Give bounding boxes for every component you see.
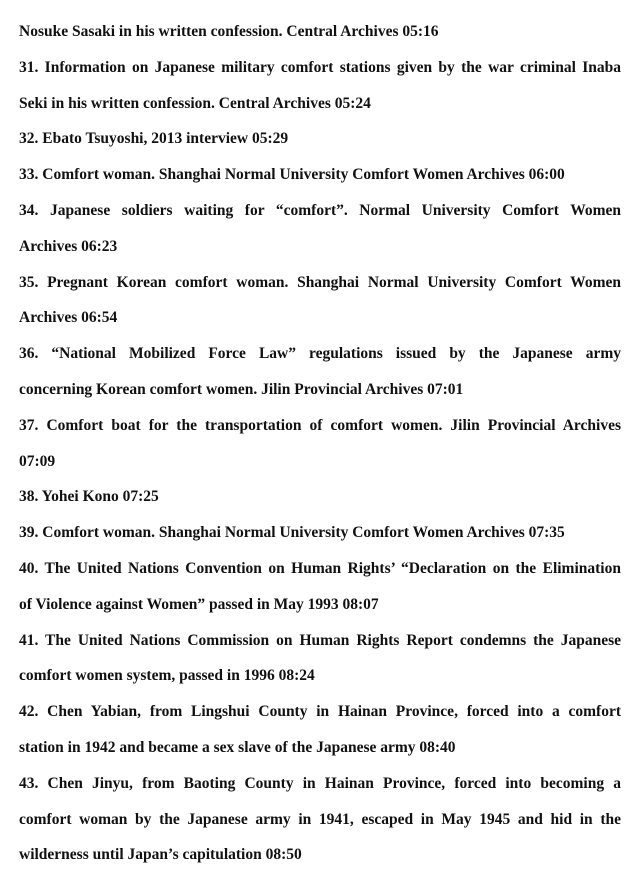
entry-line: station in 1942 and became a sex slave of the Japanese army 08:40 bbox=[19, 738, 456, 756]
entry-31 bbox=[19, 50, 621, 122]
entry-34 bbox=[19, 193, 621, 265]
entry-line: 40. The United Nations Convention on Human Rights’ “Declaration on the Elimination bbox=[19, 559, 621, 577]
entry-line: concerning Korean comfort women. Jilin Provincial Archives 07:01 bbox=[19, 380, 464, 398]
entry-35 bbox=[19, 265, 621, 337]
entry-line: Seki in his written confession. Central Archives 05:24 bbox=[19, 94, 371, 112]
entry-line: wilderness until Japan’s capitulation 08:50 bbox=[19, 846, 302, 864]
entry-42 bbox=[19, 694, 621, 766]
entry-line: 34. Japanese soldiers waiting for “comfort”. Normal University Comfort Women bbox=[19, 201, 621, 219]
entry-line: comfort women system, passed in 1996 08:24 bbox=[19, 667, 315, 685]
entry-line: 36. “National Mobilized Force Law” regulations issued by the Japanese army bbox=[19, 345, 621, 363]
entry-line: Archives 06:23 bbox=[19, 237, 118, 255]
entry-line: 41. The United Nations Commission on Human Rights Report condemns the Japanese bbox=[19, 631, 621, 649]
entry-line: 33. Comfort woman. Shanghai Normal University Comfort Women Archives 06:00 bbox=[19, 166, 565, 184]
entry-line: 32. Ebato Tsuyoshi, 2013 interview 05:29 bbox=[19, 130, 289, 148]
entry-40 bbox=[19, 551, 621, 623]
entry-32 bbox=[19, 121, 621, 157]
entry-line: 07:09 bbox=[19, 452, 56, 470]
entry-continuation bbox=[19, 14, 621, 50]
entry-33 bbox=[19, 157, 621, 193]
entry-36 bbox=[19, 336, 621, 408]
entry-line: 38. Yohei Kono 07:25 bbox=[19, 488, 159, 506]
entry-line: 35. Pregnant Korean comfort woman. Shanghai Normal University Comfort Women bbox=[19, 273, 621, 291]
entry-line: Archives 06:54 bbox=[19, 309, 118, 327]
entry-38 bbox=[19, 479, 621, 515]
entry-39 bbox=[19, 515, 621, 551]
entry-line: 39. Comfort woman. Shanghai Normal University Comfort Women Archives 07:35 bbox=[19, 524, 565, 542]
entry-line: of Violence against Women” passed in May 1993 08:07 bbox=[19, 595, 379, 613]
entry-41 bbox=[19, 623, 621, 695]
entry-line: 37. Comfort boat for the transportation of comfort women. Jilin Provincial Archives bbox=[19, 416, 621, 434]
entry-37 bbox=[19, 408, 621, 480]
entry-line: 42. Chen Yabian, from Lingshui County in Hainan Province, forced into a comfort bbox=[19, 703, 621, 721]
entry-line: 43. Chen Jinyu, from Baoting County in Hainan Province, forced into becoming a bbox=[19, 774, 621, 792]
entry-43 bbox=[19, 766, 621, 873]
entry-line: Nosuke Sasaki in his written confession. Central Archives 05:16 bbox=[19, 23, 439, 40]
entry-line: 31. Information on Japanese military comfort stations given by the war criminal Inaba bbox=[19, 58, 621, 76]
entry-line: comfort woman by the Japanese army in 1941, escaped in May 1945 and hid in the bbox=[19, 810, 621, 828]
